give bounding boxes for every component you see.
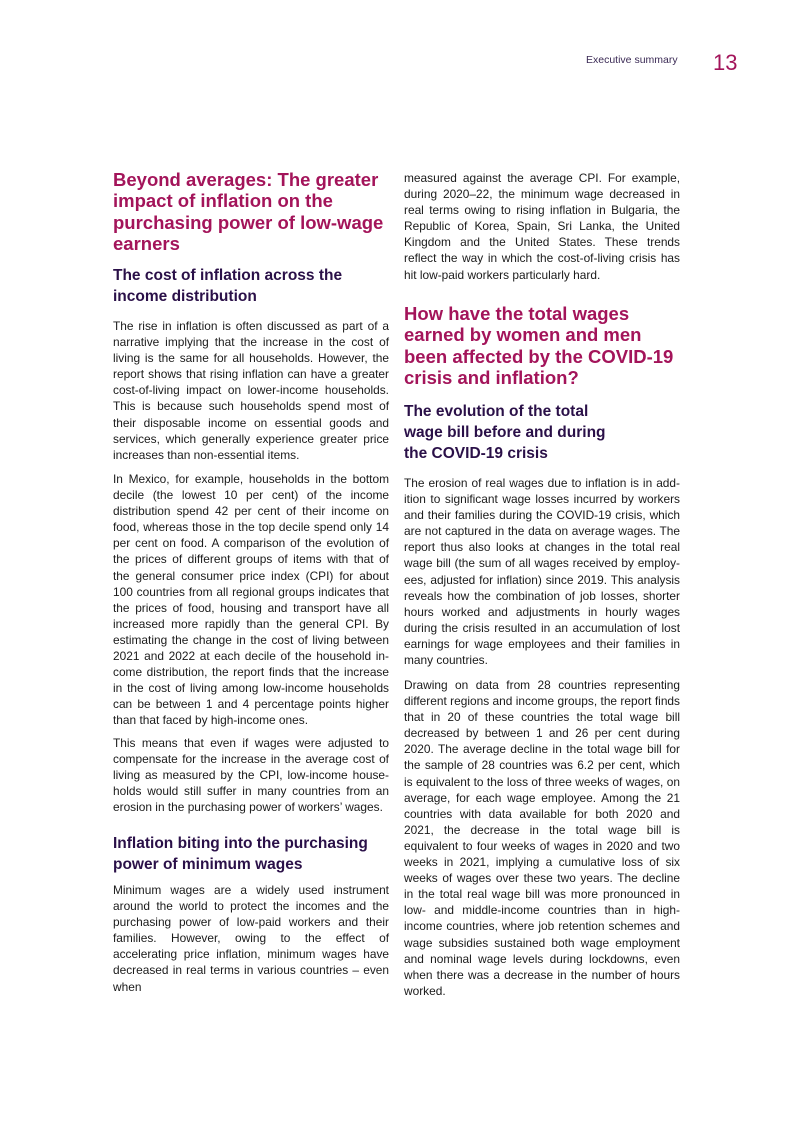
paragraph: This means that even if wages were adjusted to compensate for the increase in the average cost of living as measured by the CPI, low-income households would still suffer in many countries from an erosion in the purchasing power of workers’ wages.: [113, 736, 389, 815]
paragraph: measured against the average CPI. For example, during 2020–22, the minimum wage decreased in real terms owing to rising inflation in Bulgaria, the Republic of Korea, Spain, Sri Lanka, the United Kingdom and the United States. These trends reflect the way in which the cost-of-living crisis has hit low-paid workers particularly hard.: [404, 171, 680, 282]
paragraph: The erosion of real wages due to inflation is in addition to significant wage losses incurred by workers and their families during the COVID-19 crisis, which are not captured in the data on average wages. The report thus also looks at changes in the total real wage bill (the sum of all wages received by employees, adjusted for inflation) since 2019. This analysis reveals how the combination of job losses, shorter hours worked and adjustments in hourly wages during the crisis resulted in an accumulation of lost earnings for wage employees and their families in many countries.: [404, 476, 680, 668]
running-header: Executive summary: [586, 54, 678, 66]
paragraph: Minimum wages are a widely used instrument around the world to protect the incomes and the purchasing power of low-paid workers and their families. However, owing to the effect of accelerating price inflation, minimum wages have decreased in real terms in various countries – even when: [113, 883, 389, 994]
subsection-heading: The cost of inflation across the income distribution: [113, 267, 343, 305]
paragraph: Drawing on data from 28 countries representing different regions and income groups, the report finds that in 20 of these countries the total wage bill decreased by between 1 and 26 per cent during 2020. The average decline in the total wage bill for the sample of 28 countries was 6.2 per cent, which is equivalent to the loss of three weeks of wages, on average, for each wage employee. Among the 21 countries with data available for both 2020 and 2021, the decrease in the total wage bill is equivalent to four weeks of wages in 2020 and two weeks in 2021, implying a cumulative loss of six weeks of wages over these two years. The decline in the total real wage bill was more pronounced in low- and middle-income countries than in high-income countries, where job retention schemes and wage subsidies sustained both wage employment and nominal wage levels during lockdowns, even when there was a decrease in the number of hours worked.: [404, 678, 680, 998]
section-heading: Beyond averages: The greater impact of inflation on the purchasing power of low-wage earners: [113, 169, 384, 254]
section-heading: How have the total wages earned by women and men been affected by the COVID-19 crisis and inflation?: [404, 303, 674, 388]
page-number: 13: [713, 50, 738, 75]
paragraph: The rise in inflation is often discussed as part of a narrative implying that the increase in the cost of living is the same for all households. However, the report shows that rising inflation can have a greater cost-of-living impact on lower-income households. This is because such households spend most of their disposable income on essential goods and services, which generally experience greater price increases than non-essential items.: [113, 319, 389, 462]
subsection-heading: The evolution of the total wage bill before and during the COVID-19 crisis: [404, 403, 606, 462]
paragraph: In Mexico, for example, households in the bottom decile (the lowest 10 per cent) of the income distribution spend 42 per cent of their income on food, whereas those in the top decile spend only 14 per cent on food. A comparison of the evolution of the prices of different groups of items with that of the general consumer price index (CPI) for about 100 countries from all regional groups indicates that the prices of food, housing and transport have all increased more rapidly than the general CPI. By estimating the change in the cost of living between 2021 and 2022 at each decile of the household income distribution, the report finds that the increase in the cost of living among low-income households can be between 1 and 4 percentage points higher than that faced by high-income ones.: [113, 472, 389, 728]
subsection-heading: Inflation biting into the purchasing power of minimum wages: [113, 835, 368, 873]
